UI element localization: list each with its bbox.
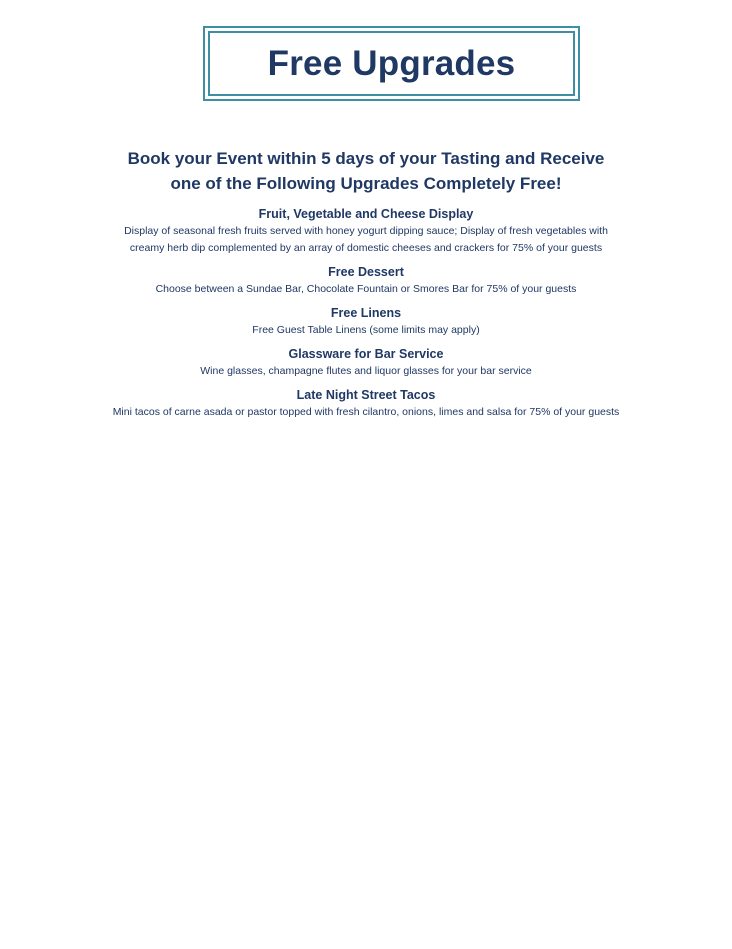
title-frame (203, 26, 580, 101)
upgrade-item-free-linens (0, 304, 732, 339)
upgrade-name: Free Linens (330, 306, 402, 320)
upgrade-name: Late Night Street Tacos (296, 388, 436, 402)
intro-line-2: one of the Following Upgrades Completely Free! (170, 174, 562, 193)
upgrade-description: Mini tacos of carne asada or pastor topped with fresh cilantro, onions, limes and salsa for 75% of your guests (112, 406, 620, 418)
upgrade-item-street-tacos (0, 386, 732, 421)
upgrade-item-fruit-vegetable-cheese (0, 205, 732, 257)
upgrade-name: Fruit, Vegetable and Cheese Display (258, 207, 474, 221)
upgrade-item-free-dessert (0, 263, 732, 298)
page-title: Free Upgrades (267, 43, 516, 83)
upgrades-list (0, 205, 732, 427)
upgrade-name: Glassware for Bar Service (288, 347, 444, 361)
upgrade-description: Display of seasonal fresh fruits served with honey yogurt dipping sauce; Display of fresh vegetables with creamy herb dip complemented by an array of domestic cheeses and crackers for 75% of your guests (124, 225, 608, 254)
upgrade-item-glassware (0, 345, 732, 380)
upgrade-description: Choose between a Sundae Bar, Chocolate Fountain or Smores Bar for 75% of your guests (155, 283, 577, 295)
upgrade-description: Free Guest Table Linens (some limits may apply) (252, 324, 480, 336)
upgrade-description: Wine glasses, champagne flutes and liquor glasses for your bar service (200, 365, 532, 377)
intro-line-1: Book your Event within 5 days of your Tasting and Receive (127, 149, 605, 168)
title-frame-inner (208, 31, 575, 96)
upgrade-name: Free Dessert (328, 265, 404, 279)
intro-heading (0, 146, 732, 196)
